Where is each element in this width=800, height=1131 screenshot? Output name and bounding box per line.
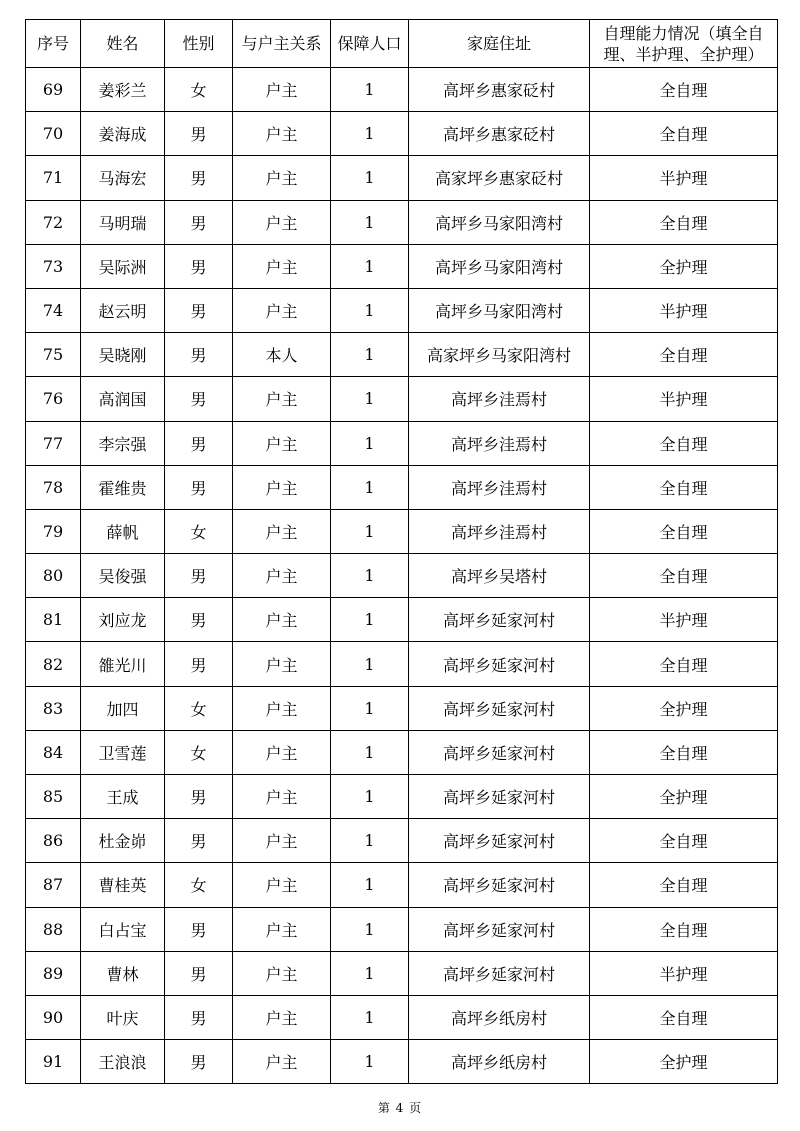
- cell-no: 85: [26, 775, 81, 819]
- cell-persons: 1: [331, 819, 409, 863]
- cell-no: 82: [26, 642, 81, 686]
- cell-name: 曹桂英: [81, 863, 165, 907]
- cell-address: 高坪乡延家河村: [409, 951, 590, 995]
- cell-relation: 户主: [233, 1040, 331, 1084]
- cell-no: 87: [26, 863, 81, 907]
- cell-ability: 全自理: [590, 642, 778, 686]
- table-row: [26, 377, 778, 421]
- cell-gender: 男: [165, 642, 233, 686]
- cell-ability: 全自理: [590, 863, 778, 907]
- cell-ability: 半护理: [590, 288, 778, 332]
- cell-ability: 全自理: [590, 200, 778, 244]
- cell-relation: 户主: [233, 642, 331, 686]
- table-row: [26, 509, 778, 553]
- cell-ability: 全自理: [590, 68, 778, 112]
- cell-ability: 全自理: [590, 819, 778, 863]
- cell-persons: 1: [331, 465, 409, 509]
- cell-ability: 全自理: [590, 333, 778, 377]
- cell-gender: 男: [165, 333, 233, 377]
- cell-persons: 1: [331, 200, 409, 244]
- cell-address: 高坪乡纸房村: [409, 995, 590, 1039]
- cell-gender: 男: [165, 819, 233, 863]
- cell-ability: 全自理: [590, 509, 778, 553]
- cell-name: 刘应龙: [81, 598, 165, 642]
- cell-address: 高坪乡洼焉村: [409, 421, 590, 465]
- cell-gender: 男: [165, 421, 233, 465]
- cell-name: 李宗强: [81, 421, 165, 465]
- cell-persons: 1: [331, 1040, 409, 1084]
- cell-ability: 半护理: [590, 598, 778, 642]
- cell-no: 81: [26, 598, 81, 642]
- cell-persons: 1: [331, 156, 409, 200]
- cell-name: 姜彩兰: [81, 68, 165, 112]
- cell-name: 卫雪莲: [81, 730, 165, 774]
- cell-gender: 男: [165, 1040, 233, 1084]
- cell-gender: 男: [165, 465, 233, 509]
- cell-no: 88: [26, 907, 81, 951]
- cell-address: 高坪乡洼焉村: [409, 509, 590, 553]
- cell-relation: 户主: [233, 421, 331, 465]
- cell-name: 赵云明: [81, 288, 165, 332]
- table-row: [26, 775, 778, 819]
- table-header-row: [26, 20, 778, 68]
- header-ability: 自理能力情况（填全自理、半护理、全护理）: [590, 20, 778, 68]
- cell-address: 高坪乡延家河村: [409, 686, 590, 730]
- cell-ability: 全护理: [590, 1040, 778, 1084]
- cell-gender: 女: [165, 730, 233, 774]
- cell-address: 高坪乡延家河村: [409, 819, 590, 863]
- table-row: [26, 686, 778, 730]
- cell-no: 70: [26, 112, 81, 156]
- table-row: [26, 465, 778, 509]
- cell-name: 姜海成: [81, 112, 165, 156]
- cell-no: 79: [26, 509, 81, 553]
- table-row: [26, 819, 778, 863]
- cell-ability: 全自理: [590, 730, 778, 774]
- cell-ability: 半护理: [590, 377, 778, 421]
- cell-persons: 1: [331, 112, 409, 156]
- cell-address: 高坪乡洼焉村: [409, 377, 590, 421]
- cell-gender: 男: [165, 377, 233, 421]
- cell-address: 高坪乡马家阳湾村: [409, 200, 590, 244]
- cell-persons: 1: [331, 686, 409, 730]
- cell-gender: 男: [165, 244, 233, 288]
- table-row: [26, 642, 778, 686]
- cell-ability: 全自理: [590, 554, 778, 598]
- header-relation: 与户主关系: [233, 20, 331, 68]
- cell-address: 高坪乡马家阳湾村: [409, 288, 590, 332]
- cell-address: 高坪乡马家阳湾村: [409, 244, 590, 288]
- cell-gender: 男: [165, 951, 233, 995]
- cell-persons: 1: [331, 642, 409, 686]
- cell-persons: 1: [331, 509, 409, 553]
- table-row: [26, 112, 778, 156]
- cell-relation: 户主: [233, 554, 331, 598]
- cell-address: 高家坪乡马家阳湾村: [409, 333, 590, 377]
- cell-relation: 户主: [233, 465, 331, 509]
- cell-relation: 户主: [233, 68, 331, 112]
- table-row: [26, 244, 778, 288]
- roster-table: [25, 19, 778, 1084]
- cell-name: 雒光川: [81, 642, 165, 686]
- cell-address: 高坪乡吴塔村: [409, 554, 590, 598]
- cell-no: 89: [26, 951, 81, 995]
- table-row: [26, 333, 778, 377]
- cell-address: 高坪乡延家河村: [409, 863, 590, 907]
- cell-address: 高坪乡延家河村: [409, 642, 590, 686]
- cell-ability: 全自理: [590, 907, 778, 951]
- cell-relation: 户主: [233, 244, 331, 288]
- cell-persons: 1: [331, 995, 409, 1039]
- table-row: [26, 1040, 778, 1084]
- cell-address: 高坪乡纸房村: [409, 1040, 590, 1084]
- cell-relation: 户主: [233, 288, 331, 332]
- cell-gender: 女: [165, 686, 233, 730]
- cell-address: 高坪乡洼焉村: [409, 465, 590, 509]
- header-persons: 保障人口: [331, 20, 409, 68]
- cell-persons: 1: [331, 863, 409, 907]
- cell-ability: 全自理: [590, 112, 778, 156]
- cell-persons: 1: [331, 68, 409, 112]
- cell-persons: 1: [331, 377, 409, 421]
- cell-persons: 1: [331, 288, 409, 332]
- cell-gender: 男: [165, 775, 233, 819]
- cell-gender: 男: [165, 112, 233, 156]
- cell-no: 80: [26, 554, 81, 598]
- cell-name: 高润国: [81, 377, 165, 421]
- table-row: [26, 995, 778, 1039]
- cell-no: 74: [26, 288, 81, 332]
- cell-no: 90: [26, 995, 81, 1039]
- cell-relation: 户主: [233, 863, 331, 907]
- cell-name: 王浪浪: [81, 1040, 165, 1084]
- cell-no: 86: [26, 819, 81, 863]
- cell-address: 高坪乡延家河村: [409, 907, 590, 951]
- cell-gender: 女: [165, 509, 233, 553]
- cell-address: 高坪乡延家河村: [409, 730, 590, 774]
- table-row: [26, 156, 778, 200]
- cell-gender: 男: [165, 598, 233, 642]
- table-row: [26, 951, 778, 995]
- cell-relation: 户主: [233, 995, 331, 1039]
- cell-persons: 1: [331, 730, 409, 774]
- cell-persons: 1: [331, 598, 409, 642]
- cell-no: 84: [26, 730, 81, 774]
- table-row: [26, 863, 778, 907]
- cell-no: 83: [26, 686, 81, 730]
- cell-relation: 户主: [233, 598, 331, 642]
- cell-no: 72: [26, 200, 81, 244]
- cell-gender: 男: [165, 156, 233, 200]
- cell-relation: 户主: [233, 112, 331, 156]
- cell-address: 高坪乡惠家砭村: [409, 68, 590, 112]
- cell-relation: 户主: [233, 775, 331, 819]
- cell-name: 马海宏: [81, 156, 165, 200]
- cell-no: 76: [26, 377, 81, 421]
- cell-address: 高家坪乡惠家砭村: [409, 156, 590, 200]
- cell-ability: 全护理: [590, 775, 778, 819]
- cell-name: 霍维贵: [81, 465, 165, 509]
- header-no: 序号: [26, 20, 81, 68]
- cell-relation: 户主: [233, 951, 331, 995]
- cell-address: 高坪乡惠家砭村: [409, 112, 590, 156]
- cell-ability: 全自理: [590, 995, 778, 1039]
- cell-gender: 男: [165, 554, 233, 598]
- cell-name: 薛帆: [81, 509, 165, 553]
- table-row: [26, 421, 778, 465]
- cell-relation: 户主: [233, 200, 331, 244]
- cell-no: 75: [26, 333, 81, 377]
- cell-address: 高坪乡延家河村: [409, 598, 590, 642]
- cell-no: 91: [26, 1040, 81, 1084]
- cell-relation: 户主: [233, 907, 331, 951]
- table-row: [26, 68, 778, 112]
- table-row: [26, 730, 778, 774]
- cell-relation: 本人: [233, 333, 331, 377]
- cell-relation: 户主: [233, 819, 331, 863]
- table-row: [26, 907, 778, 951]
- cell-name: 马明瑞: [81, 200, 165, 244]
- header-gender: 性别: [165, 20, 233, 68]
- cell-persons: 1: [331, 775, 409, 819]
- cell-persons: 1: [331, 421, 409, 465]
- cell-gender: 男: [165, 288, 233, 332]
- cell-name: 吴际洲: [81, 244, 165, 288]
- cell-persons: 1: [331, 244, 409, 288]
- cell-name: 白占宝: [81, 907, 165, 951]
- table-row: [26, 288, 778, 332]
- cell-no: 77: [26, 421, 81, 465]
- cell-persons: 1: [331, 907, 409, 951]
- cell-gender: 女: [165, 68, 233, 112]
- cell-relation: 户主: [233, 686, 331, 730]
- cell-relation: 户主: [233, 730, 331, 774]
- cell-relation: 户主: [233, 156, 331, 200]
- cell-no: 73: [26, 244, 81, 288]
- cell-ability: 全护理: [590, 686, 778, 730]
- cell-ability: 全护理: [590, 244, 778, 288]
- cell-name: 叶庆: [81, 995, 165, 1039]
- cell-gender: 男: [165, 907, 233, 951]
- cell-gender: 男: [165, 995, 233, 1039]
- table-row: [26, 200, 778, 244]
- cell-ability: 半护理: [590, 951, 778, 995]
- cell-persons: 1: [331, 333, 409, 377]
- cell-relation: 户主: [233, 509, 331, 553]
- cell-name: 加四: [81, 686, 165, 730]
- table-row: [26, 554, 778, 598]
- cell-no: 78: [26, 465, 81, 509]
- cell-name: 王成: [81, 775, 165, 819]
- cell-no: 69: [26, 68, 81, 112]
- cell-persons: 1: [331, 951, 409, 995]
- page-footer: 第 4 页: [377, 1101, 423, 1115]
- cell-gender: 男: [165, 200, 233, 244]
- header-address: 家庭住址: [409, 20, 590, 68]
- header-name: 姓名: [81, 20, 165, 68]
- cell-address: 高坪乡延家河村: [409, 775, 590, 819]
- cell-ability: 全自理: [590, 465, 778, 509]
- cell-name: 杜金峁: [81, 819, 165, 863]
- cell-no: 71: [26, 156, 81, 200]
- cell-persons: 1: [331, 554, 409, 598]
- cell-gender: 女: [165, 863, 233, 907]
- cell-name: 吴俊强: [81, 554, 165, 598]
- cell-name: 吴晓刚: [81, 333, 165, 377]
- cell-name: 曹林: [81, 951, 165, 995]
- cell-ability: 全自理: [590, 421, 778, 465]
- cell-ability: 半护理: [590, 156, 778, 200]
- cell-relation: 户主: [233, 377, 331, 421]
- table-row: [26, 598, 778, 642]
